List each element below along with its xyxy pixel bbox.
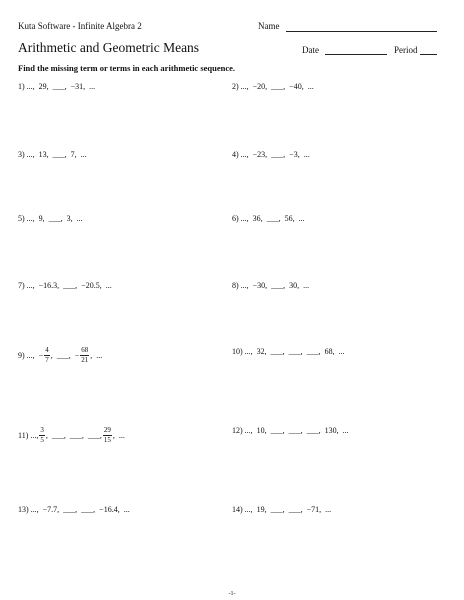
problem-number: 11) [18, 431, 29, 440]
fraction [39, 426, 45, 445]
problem-number: 8) [232, 281, 239, 290]
page-number: -1- [228, 591, 236, 597]
problem-sequence: ..., −23, ___, −3, ... [240, 150, 310, 159]
problem-sequence: ..., 19, ___, ___, −71, ... [244, 505, 332, 514]
problem-5 [18, 214, 83, 223]
problem-12 [232, 426, 349, 435]
software-header: Kuta Software - Infinite Algebra 2 [18, 21, 142, 31]
problem-number: 6) [232, 214, 239, 223]
problem-number: 5) [18, 214, 25, 223]
page-title: Arithmetic and Geometric Means [18, 40, 200, 55]
fraction-denominator: 15 [103, 436, 111, 444]
fraction [44, 346, 50, 365]
problem-sequence: ..., −16.3, ___, −20.5, ... [26, 281, 112, 290]
problem-6 [232, 214, 305, 223]
fraction [103, 426, 112, 445]
problem-middle: , ___, − [50, 351, 80, 360]
fraction-numerator: 3 [40, 426, 44, 434]
date-field[interactable] [325, 54, 387, 55]
problem-number: 3) [18, 150, 25, 159]
problem-middle: , ___, ___, ___, [45, 431, 102, 440]
problem-14 [232, 505, 331, 514]
fraction [80, 346, 89, 365]
instructions: Find the missing term or terms in each arithmetic sequence. [18, 63, 236, 73]
problem-number: 13) [18, 505, 29, 514]
problem-number: 2) [232, 82, 239, 91]
problem-number: 1) [18, 82, 25, 91]
problem-number: 14) [232, 505, 243, 514]
problem-sequence: ..., 29, ___, −31, ... [26, 82, 96, 91]
problem-11 [18, 426, 125, 445]
fraction-denominator: 7 [45, 356, 49, 364]
problem-sequence: ..., 10, ___, ___, ___, 130, ... [244, 426, 349, 435]
problem-13 [18, 505, 130, 514]
problem-sequence: ..., 13, ___, 7, ... [26, 150, 87, 159]
date-label: Date [302, 45, 319, 55]
problem-prefix: ..., [30, 431, 39, 440]
problem-3 [18, 150, 87, 159]
problem-1 [18, 82, 95, 91]
problem-sequence: ..., −7.7, ___, ___, −16.4, ... [30, 505, 130, 514]
period-label: Period [394, 45, 418, 55]
fraction-denominator: 5 [40, 436, 44, 444]
problem-suffix: , ... [90, 351, 103, 360]
problem-8 [232, 281, 309, 290]
period-field[interactable] [420, 54, 437, 55]
problem-number: 12) [232, 426, 243, 435]
problem-7 [18, 281, 112, 290]
problem-number: 7) [18, 281, 25, 290]
fraction-numerator: 68 [81, 346, 89, 354]
fraction-denominator: 21 [81, 356, 89, 364]
problem-sequence: ..., 36, ___, 56, ... [240, 214, 305, 223]
problem-sequence: ..., −20, ___, −40, ... [240, 82, 314, 91]
problem-2 [232, 82, 314, 91]
problem-number: 10) [232, 347, 243, 356]
problem-prefix: ..., − [26, 351, 44, 360]
fraction-numerator: 4 [45, 346, 49, 354]
problem-number: 4) [232, 150, 239, 159]
problem-4 [232, 150, 310, 159]
problem-suffix: , ... [112, 431, 125, 440]
problem-sequence: ..., 32, ___, ___, ___, 68, ... [244, 347, 345, 356]
problem-9 [18, 346, 102, 365]
problem-sequence: ..., 9, ___, 3, ... [26, 214, 83, 223]
name-field[interactable] [286, 31, 437, 32]
problem-10 [232, 347, 345, 356]
fraction-numerator: 29 [103, 426, 111, 434]
problem-number: 9) [18, 351, 25, 360]
name-label: Name [258, 21, 280, 31]
problem-sequence: ..., −30, ___, 30, ... [240, 281, 310, 290]
